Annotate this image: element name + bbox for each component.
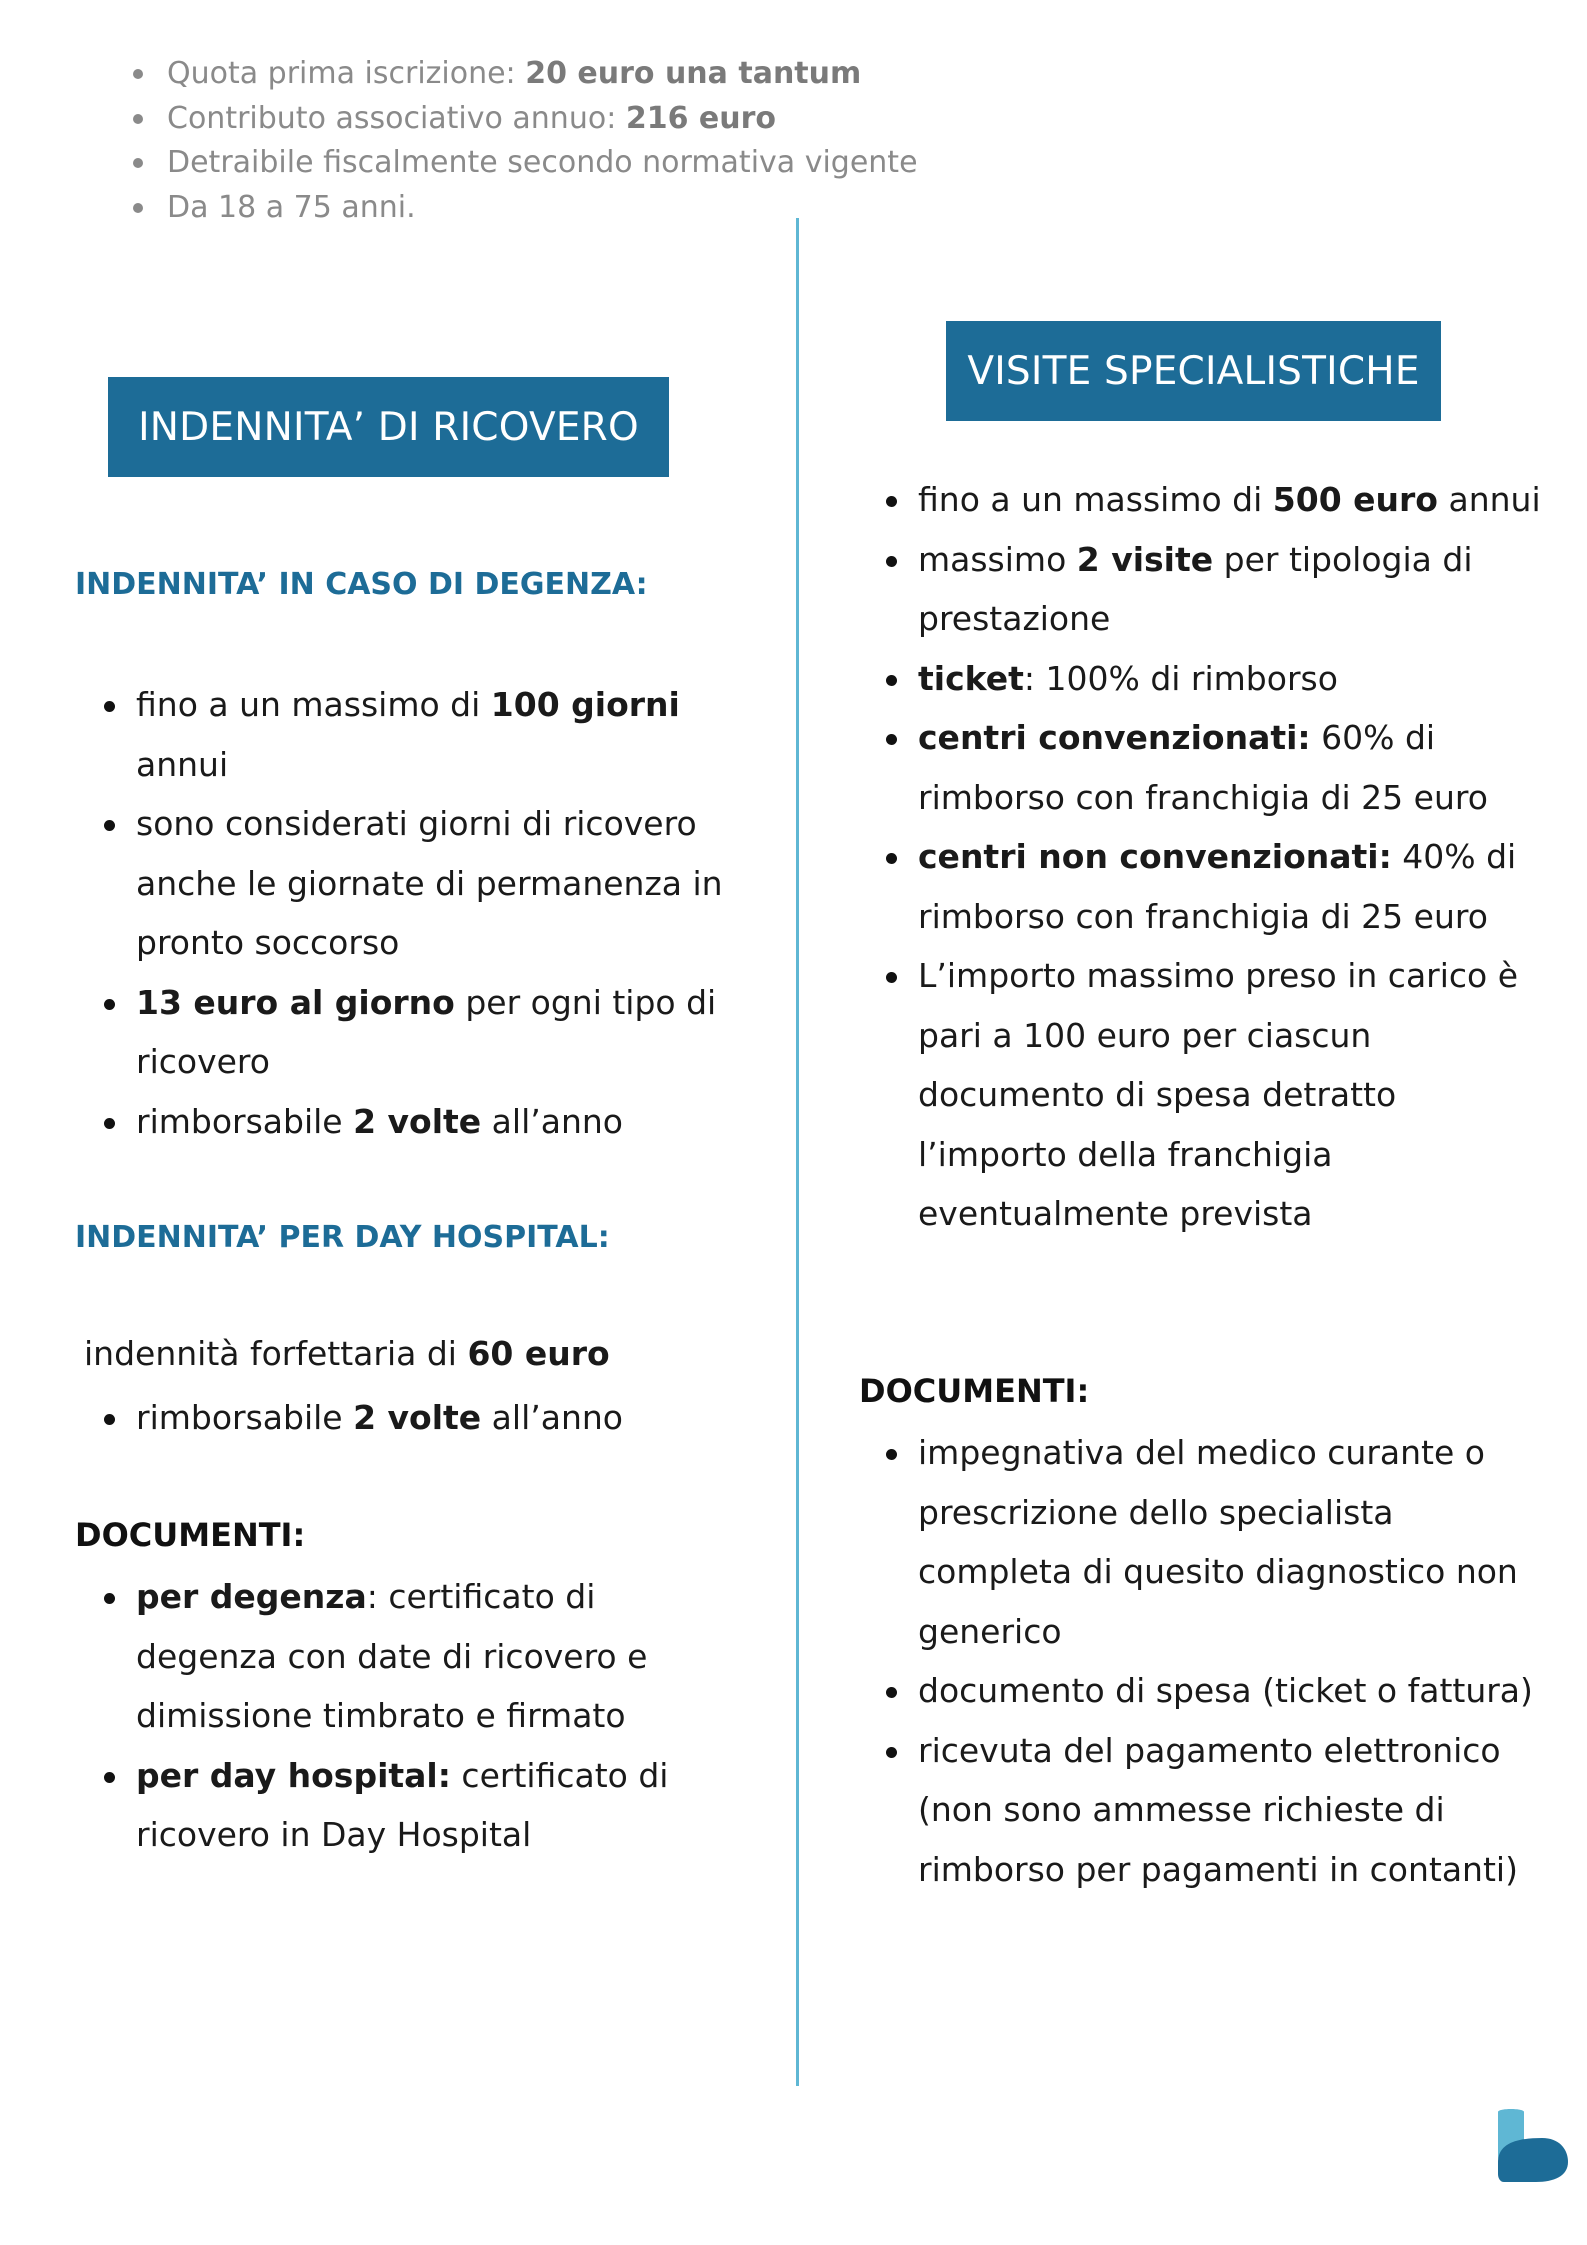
- list-item: documento di spesa (ticket o fattura): [884, 1661, 1544, 1721]
- list-item: L’importo massimo preso in carico è pari a 100 euro per ciascun documento di spesa detratto l’importo della franchigia eventualmente prevista: [884, 946, 1544, 1244]
- intro-item: Detraibile fiscalmente secondo normativa vigente: [133, 141, 1433, 186]
- list-item: per day hospital: certificato di ricovero in Day Hospital: [102, 1746, 722, 1865]
- brand-logo-icon: [1490, 2108, 1570, 2184]
- list-item: ticket: 100% di rimborso: [884, 649, 1544, 709]
- intro-list: [133, 52, 1433, 230]
- section-header-visite: [946, 321, 1441, 421]
- list-item: fino a un massimo di 500 euro annui: [884, 470, 1544, 530]
- day-hospital-line: indennità forfettaria di 60 euro: [84, 1334, 610, 1373]
- list-item: centri convenzionati: 60% di rimborso con franchigia di 25 euro: [884, 708, 1544, 827]
- list-item: rimborsabile 2 volte all’anno: [102, 1092, 742, 1152]
- section-header-ricovero: [108, 377, 669, 477]
- list-item: impegnativa del medico curante o prescrizione dello specialista completa di quesito diagnostico non generico: [884, 1423, 1544, 1661]
- list-item: massimo 2 visite per tipologia di prestazione: [884, 530, 1544, 649]
- list-item: ricevuta del pagamento elettronico (non sono ammesse richieste di rimborso per pagamenti in contanti): [884, 1721, 1544, 1900]
- list-item: per degenza: certificato di degenza con date di ricovero e dimissione timbrato e firmato: [102, 1567, 722, 1746]
- intro-item: Da 18 a 75 anni.: [133, 186, 1433, 231]
- subheading-day-hospital: INDENNITA’ PER DAY HOSPITAL:: [75, 1220, 610, 1255]
- day-hospital-list: [102, 1388, 742, 1448]
- column-divider: [796, 218, 799, 2086]
- list-item: rimborsabile 2 volte all’anno: [102, 1388, 742, 1448]
- intro-item: Contributo associativo annuo: 216 euro: [133, 97, 1433, 142]
- degenza-list: [102, 675, 742, 1151]
- list-item: fino a un massimo di 100 giorni annui: [102, 675, 742, 794]
- subheading-degenza: INDENNITA’ IN CASO DI DEGENZA:: [75, 567, 648, 602]
- documents-heading-left: DOCUMENTI:: [75, 1516, 306, 1554]
- documents-list-right: [884, 1423, 1544, 1899]
- list-item: sono considerati giorni di ricovero anche le giornate di permanenza in pronto soccorso: [102, 794, 742, 973]
- section-header-label: VISITE SPECIALISTICHE: [967, 348, 1420, 394]
- documents-list-left: [102, 1567, 722, 1865]
- documents-heading-right: DOCUMENTI:: [859, 1372, 1090, 1410]
- intro-item: Quota prima iscrizione: 20 euro una tantum: [133, 52, 1433, 97]
- list-item: centri non convenzionati: 40% di rimborso con franchigia di 25 euro: [884, 827, 1544, 946]
- visite-list: [884, 470, 1544, 1244]
- list-item: 13 euro al giorno per ogni tipo di ricovero: [102, 973, 742, 1092]
- section-header-label: INDENNITA’ DI RICOVERO: [138, 404, 639, 450]
